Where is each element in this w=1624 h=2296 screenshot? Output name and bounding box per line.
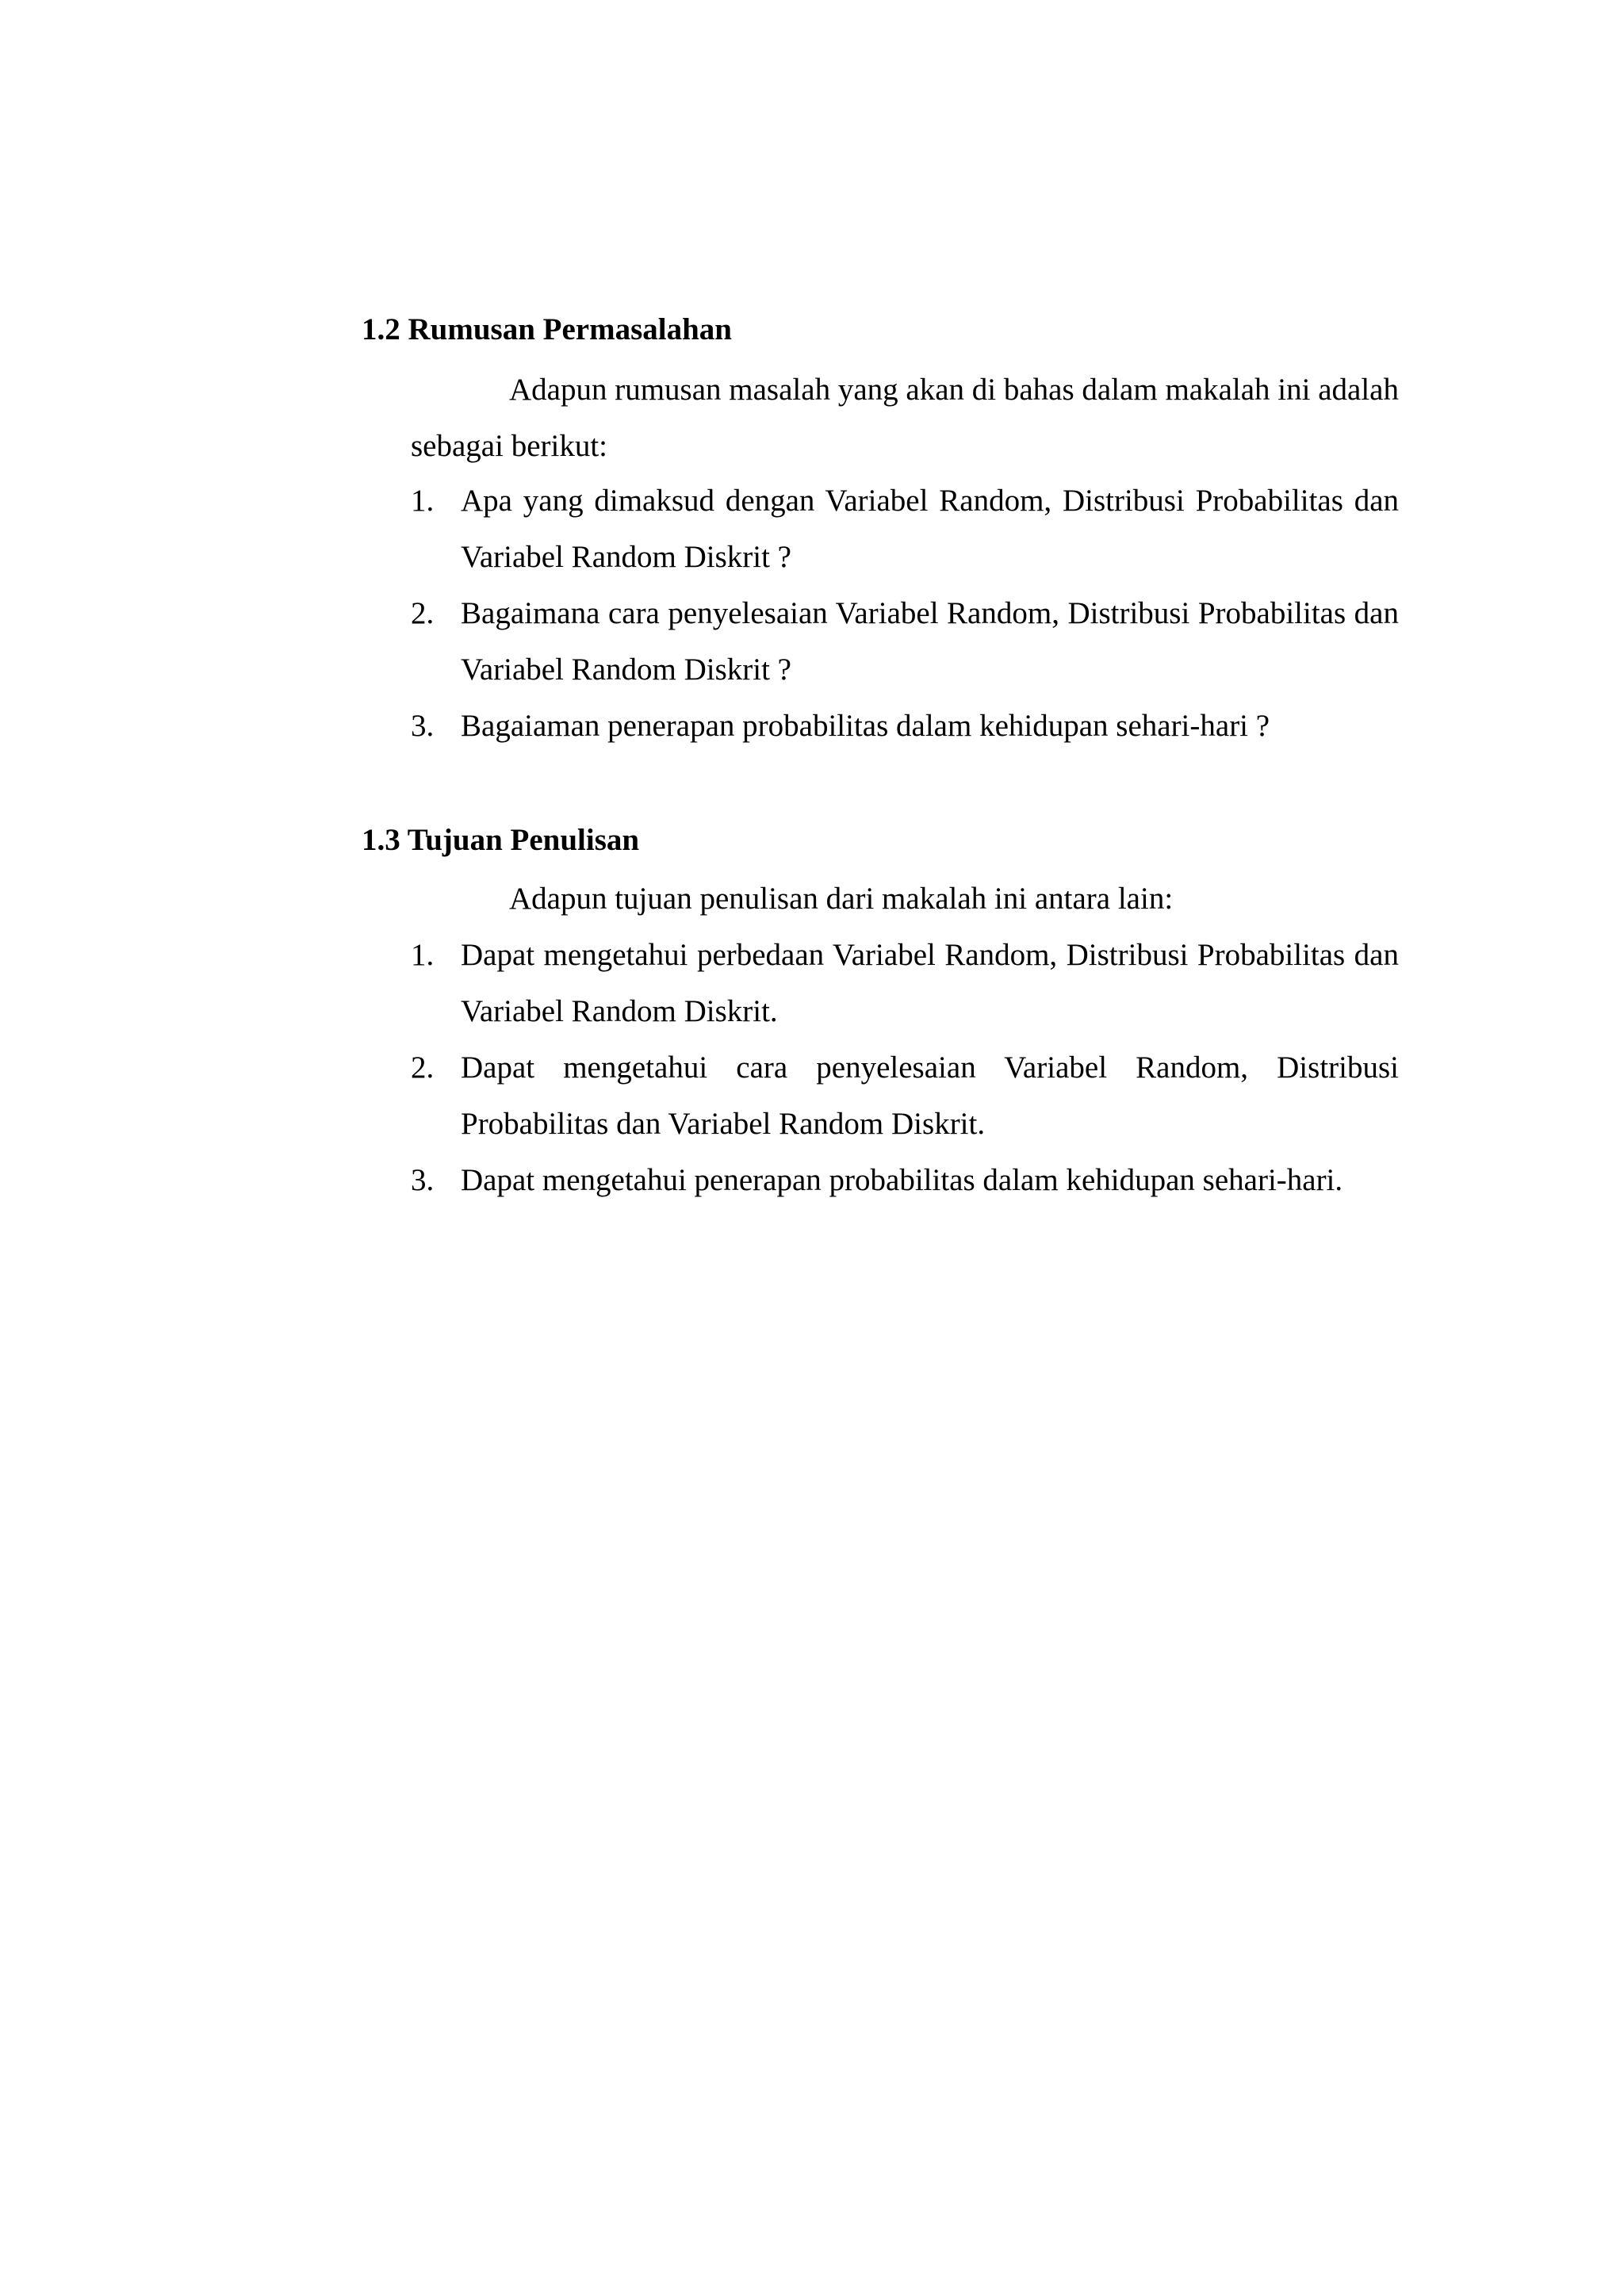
list-item	[411, 927, 1399, 1039]
section-heading-tujuan-penulisan: 1.3 Tujuan Penulisan	[362, 823, 640, 857]
list-item-text: Bagaiaman penerapan probabilitas dalam kehidupan sehari-hari ?	[461, 709, 1270, 743]
list-item-number: 2.	[411, 1050, 435, 1085]
list-item-text: Bagaimana cara penyelesaian Variabel Random, Distribusi Probabilitas dan Variabel Random Diskrit ?	[461, 596, 1399, 687]
list-item	[411, 585, 1399, 698]
section-intro-paragraph: Adapun rumusan masalah yang akan di bahas dalam makalah ini adalah sebagai berikut:	[411, 373, 1399, 463]
list-item-number: 3.	[411, 1163, 435, 1197]
list-item-number: 1.	[411, 484, 435, 518]
problem-list	[411, 473, 1399, 754]
list-item-text: Dapat mengetahui perbedaan Variabel Random, Distribusi Probabilitas dan Variabel Random Diskrit.	[461, 938, 1399, 1028]
list-item-number: 2.	[411, 596, 435, 630]
objective-list	[411, 927, 1399, 1208]
list-item	[411, 1039, 1399, 1152]
list-item-text: Apa yang dimaksud dengan Variabel Random, Distribusi Probabilitas dan Variabel Random Diskrit ?	[461, 484, 1399, 574]
list-item	[411, 698, 1399, 754]
list-item-text: Dapat mengetahui cara penyelesaian Variabel Random, Distribusi Probabilitas dan Variabel Random Diskrit.	[461, 1050, 1399, 1141]
list-item	[411, 1152, 1399, 1208]
section-heading-rumusan-permasalahan: 1.2 Rumusan Permasalahan	[362, 312, 732, 346]
section-intro-paragraph: Adapun tujuan penulisan dari makalah ini antara lain:	[509, 882, 1174, 916]
list-item-number: 3.	[411, 709, 435, 743]
list-item	[411, 473, 1399, 585]
list-item-number: 1.	[411, 938, 435, 972]
list-item-text: Dapat mengetahui penerapan probabilitas dalam kehidupan sehari-hari.	[461, 1163, 1343, 1197]
